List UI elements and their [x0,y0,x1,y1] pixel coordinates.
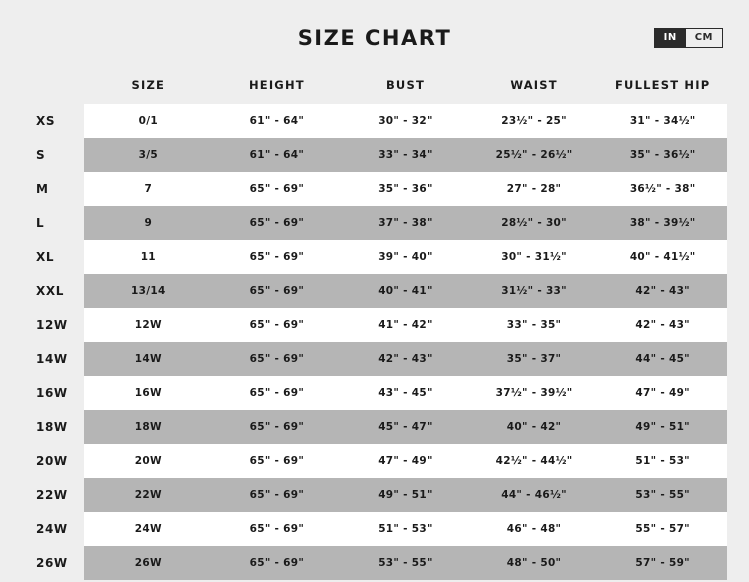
table-cell: 27" - 28" [470,172,599,206]
table-cell: 39" - 40" [341,240,470,274]
corner-cell [22,72,84,104]
unit-option-in[interactable]: IN [655,29,686,47]
table-cell: 35" - 37" [470,342,599,376]
table-cell: 51" - 53" [598,444,727,478]
table-cell: 40" - 42" [470,410,599,444]
column-header-height: HEIGHT [248,78,305,92]
table-cell: 9 [84,206,213,240]
table-cell: 44" - 45" [598,342,727,376]
table-cell: 65" - 69" [213,308,342,342]
table-cell: 65" - 69" [213,478,342,512]
table-cell: 65" - 69" [213,376,342,410]
table-cell: 37½" - 39½" [470,376,599,410]
table-cell: 65" - 69" [213,410,342,444]
table-cell: 46" - 48" [470,512,599,546]
table-cell: 31½" - 33" [470,274,599,308]
table-cell: 53" - 55" [341,546,470,580]
table-cell: 3/5 [84,138,213,172]
table-cell: 43" - 45" [341,376,470,410]
table-cell: 48" - 50" [470,546,599,580]
table-cell: 35" - 36" [341,172,470,206]
table-cell: 25½" - 26½" [470,138,599,172]
table-cell: 61" - 64" [213,104,342,138]
table-cell: 42" - 43" [598,308,727,342]
table-cell: 49" - 51" [341,478,470,512]
table-cell: 38" - 39½" [598,206,727,240]
table-row [22,308,727,342]
table-cell: 35" - 36½" [598,138,727,172]
table-cell: 13/14 [84,274,213,308]
table-body [22,104,727,580]
table-cell: 20W [84,444,213,478]
table-cell: 55" - 57" [598,512,727,546]
table-cell: 33" - 34" [341,138,470,172]
table-cell: 40" - 41½" [598,240,727,274]
table-cell: 42" - 43" [341,342,470,376]
header-row [22,72,727,104]
table-row [22,274,727,308]
table-row [22,240,727,274]
table-cell: 65" - 69" [213,274,342,308]
table-cell: 44" - 46½" [470,478,599,512]
table-cell: 41" - 42" [341,308,470,342]
row-header-size-l: L [36,216,45,230]
row-header-size-24w: 24W [36,522,68,536]
row-header-size-xs: XS [36,114,56,128]
table-row [22,376,727,410]
table-cell: 11 [84,240,213,274]
table-cell: 65" - 69" [213,546,342,580]
table-cell: 16W [84,376,213,410]
table-row [22,138,727,172]
table-cell: 40" - 41" [341,274,470,308]
table-cell: 65" - 69" [213,512,342,546]
table-cell: 45" - 47" [341,410,470,444]
table-row [22,410,727,444]
row-header-size-s: S [36,148,46,162]
table-cell: 53" - 55" [598,478,727,512]
table-cell: 28½" - 30" [470,206,599,240]
size-chart-table [22,72,727,580]
table-row [22,512,727,546]
table-row [22,444,727,478]
table-cell: 36½" - 38" [598,172,727,206]
row-header-size-22w: 22W [36,488,68,502]
table-cell: 49" - 51" [598,410,727,444]
table-row [22,546,727,580]
table-cell: 51" - 53" [341,512,470,546]
table-cell: 22W [84,478,213,512]
table-cell: 47" - 49" [598,376,727,410]
table-cell: 23½" - 25" [470,104,599,138]
table-cell: 31" - 34½" [598,104,727,138]
row-header-size-xl: XL [36,250,55,264]
table-cell: 26W [84,546,213,580]
table-row [22,172,727,206]
row-header-size-xxl: XXL [36,284,64,298]
row-header-size-14w: 14W [36,352,68,366]
table-cell: 61" - 64" [213,138,342,172]
table-row [22,478,727,512]
column-header-waist: WAIST [510,78,558,92]
row-header-size-26w: 26W [36,556,68,570]
table-row [22,206,727,240]
unit-option-cm[interactable]: CM [686,29,722,47]
unit-toggle[interactable] [654,28,723,48]
table-cell: 18W [84,410,213,444]
row-header-size-20w: 20W [36,454,68,468]
column-header-fullest-hip: FULLEST HIP [615,78,711,92]
table-header [22,72,727,104]
table-cell: 0/1 [84,104,213,138]
table-cell: 12W [84,308,213,342]
page-title: SIZE CHART [297,26,452,50]
table-cell: 30" - 32" [341,104,470,138]
table-cell: 57" - 59" [598,546,727,580]
column-header-size: SIZE [131,78,166,92]
table-cell: 30" - 31½" [470,240,599,274]
table-cell: 42½" - 44½" [470,444,599,478]
table-cell: 65" - 69" [213,342,342,376]
table-cell: 65" - 69" [213,444,342,478]
table-cell: 42" - 43" [598,274,727,308]
row-header-size-m: M [36,182,49,196]
row-header-size-16w: 16W [36,386,68,400]
table-cell: 14W [84,342,213,376]
column-header-bust: BUST [385,78,425,92]
table-cell: 47" - 49" [341,444,470,478]
table-cell: 33" - 35" [470,308,599,342]
table-cell: 37" - 38" [341,206,470,240]
row-header-size-12w: 12W [36,318,68,332]
table-cell: 65" - 69" [213,206,342,240]
table-cell: 24W [84,512,213,546]
row-header-size-18w: 18W [36,420,68,434]
table-cell: 65" - 69" [213,240,342,274]
table-row [22,342,727,376]
table-cell: 7 [84,172,213,206]
table-cell: 65" - 69" [213,172,342,206]
table-row [22,104,727,138]
